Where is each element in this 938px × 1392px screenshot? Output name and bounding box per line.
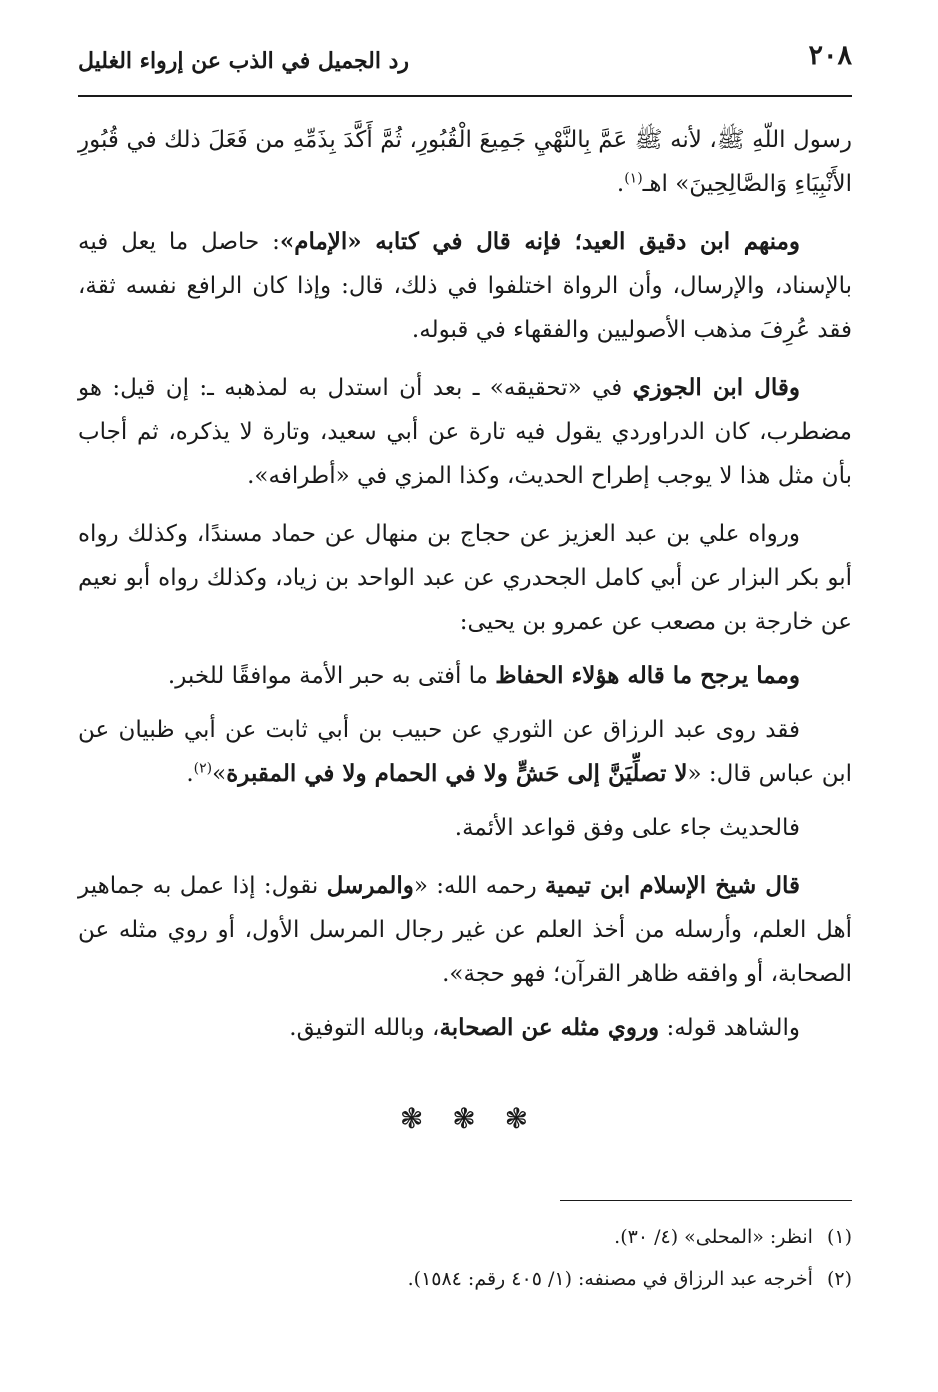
paragraph-7 bbox=[78, 806, 852, 850]
paragraph-9 bbox=[78, 1006, 852, 1050]
footnote-number: (١) bbox=[826, 1226, 852, 1248]
bold-lead: ومنهم ابن دقيق العيد؛ فإنه قال في كتابه «الإمام» bbox=[279, 228, 800, 255]
footnote-2 bbox=[78, 1258, 852, 1300]
header-rule bbox=[78, 95, 852, 97]
paragraph-5 bbox=[78, 654, 852, 698]
footnote-1 bbox=[78, 1216, 852, 1258]
paragraph-4 bbox=[78, 512, 852, 644]
main-text bbox=[78, 118, 852, 1060]
bold-term: وروي مثله عن الصحابة bbox=[439, 1014, 660, 1041]
paragraph-3 bbox=[78, 366, 852, 498]
footnote-ref-2: (٢) bbox=[193, 760, 213, 777]
paragraph-end: . bbox=[616, 171, 625, 197]
page-number: ٢٠٨ bbox=[808, 40, 852, 71]
footnote-text: أخرجه عبد الرزاق في مصنفه: (١/ ٤٠٥ رقم: ١٥٨٤). bbox=[407, 1268, 813, 1290]
bold-lead: وقال ابن الجوزي bbox=[632, 374, 800, 401]
paragraph-2 bbox=[78, 220, 852, 352]
section-separator: ❃ ❃ ❃ bbox=[399, 1102, 539, 1135]
footnotes bbox=[78, 1216, 852, 1300]
paragraph-6 bbox=[78, 708, 852, 796]
bold-lead: قال شيخ الإسلام ابن تيمية bbox=[545, 872, 800, 899]
paragraph-text: : حاصل ما يعل فيه بالإسناد، والإرسال، وأن الرواة اختلفوا في ذلك، قال: وإذا كان الرافع نفسه ثقة، فقد عُرِفَ مذهب الأصوليين والفقهاء في قبوله. bbox=[78, 229, 852, 343]
hadith-quote: لا تصلِّيَنَّ إلى حَشٍّ ولا في الحمام ولا في المقبرة bbox=[226, 760, 688, 787]
paragraph-text: نقول: إذا عمل به جماهير أهل العلم، وأرسله من أخذ العلم عن غير رجال المرسل الأول، أو روي مثله عن الصحابة، أو وافقه ظاهر القرآن؛ فهو حجة». bbox=[78, 873, 852, 987]
paragraph-text: رحمه الله: « bbox=[413, 873, 546, 899]
quote-close: » bbox=[212, 761, 227, 787]
paragraph-text: والشاهد قوله: bbox=[659, 1015, 800, 1041]
footnote-rule bbox=[560, 1200, 852, 1201]
paragraph-text: في «تحقيقه» ـ بعد أن استدل به لمذهبه ـ: إن قيل: هو مضطرب، كان الدراوردي يقول فيه تارة عن أبي سعيد، وتارة لا يذكره، ثم أجاب بأن مثل هذا لا يوجب إطراح الحديث، وكذا المزي في «أطرافه». bbox=[78, 375, 852, 489]
paragraph-text: فالحديث جاء على وفق قواعد الأئمة. bbox=[454, 815, 800, 841]
bold-term: والمرسل bbox=[326, 872, 414, 899]
footnote-text: انظر: «المحلى» (٤/ ٣٠). bbox=[614, 1226, 813, 1248]
footnote-number: (٢) bbox=[826, 1268, 852, 1290]
paragraph-text: رسول اللّهِ ﷺ، لأنه ﷺ عَمَّ بِالنَّهْيِ جَمِيعَ الْقُبُورِ، ثُمَّ أَكَّدَ بِذَمِّهِ من فَعَلَ ذلك في قُبُورِ الأَنْبِيَاءِ وَالصَّالِحِينَ» اهـ bbox=[78, 127, 852, 197]
page-header bbox=[78, 38, 852, 88]
paragraph-text: فقد روى عبد الرزاق عن الثوري عن حبيب بن أبي ثابت عن أبي ظبيان عن ابن عباس قال: « bbox=[78, 717, 852, 787]
paragraph-end: . bbox=[186, 761, 194, 787]
paragraph-text: ما أفتى به حبر الأمة موافقًا للخبر. bbox=[167, 663, 496, 689]
running-title: رد الجميل في الذب عن إرواء الغليل bbox=[78, 48, 410, 74]
paragraph-8 bbox=[78, 864, 852, 996]
bold-lead: ومما يرجح ما قاله هؤلاء الحفاظ bbox=[495, 662, 800, 689]
footnote-ref-1: (١) bbox=[624, 170, 643, 187]
paragraph-text: ورواه علي بن عبد العزيز عن حجاج بن منهال عن حماد مسندًا، وكذلك رواه أبو بكر البزار عن أبي كامل الجحدري عن عبد الواحد بن زياد، وكذلك رواه أبو نعيم عن خارجة بن مصعب عن عمرو بن يحيى: bbox=[78, 521, 852, 635]
paragraph-1 bbox=[78, 118, 852, 206]
paragraph-text: ، وبالله التوفيق. bbox=[289, 1015, 440, 1041]
